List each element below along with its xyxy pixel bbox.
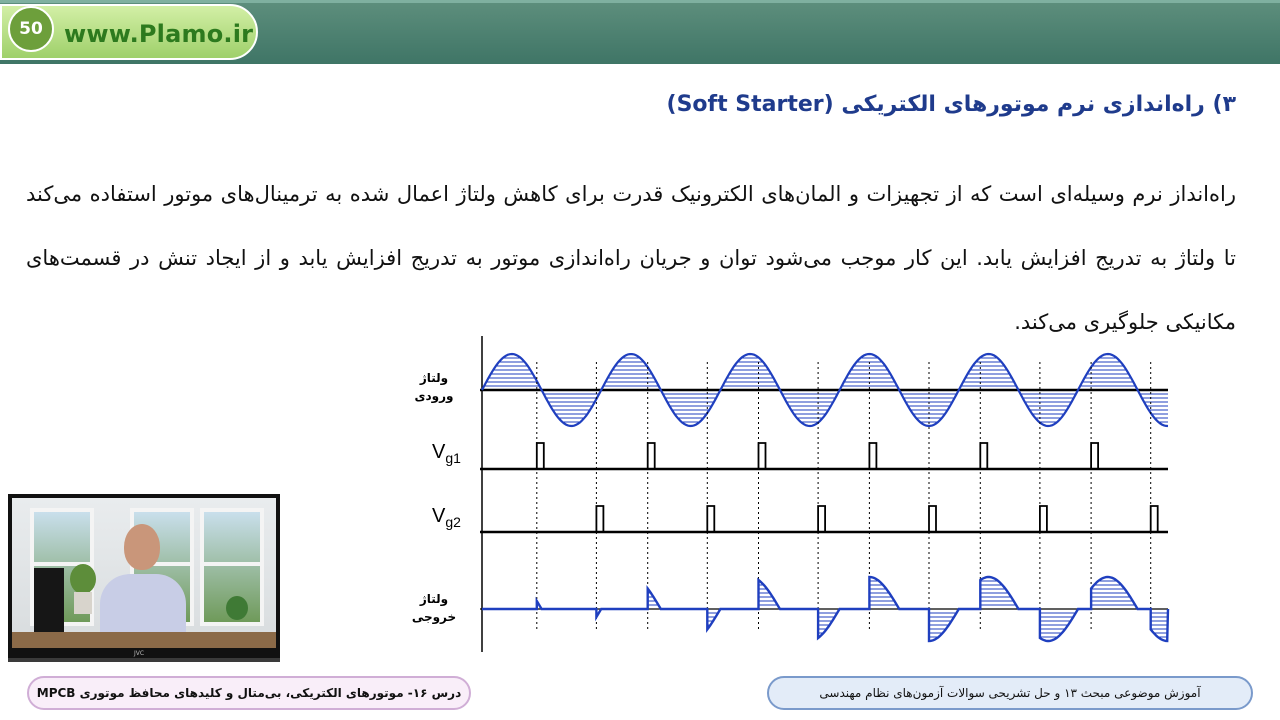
plant-right — [226, 596, 248, 620]
instructor-head — [124, 524, 160, 570]
instructor — [96, 524, 188, 648]
slide-paragraph: راه‌انداز نرم وسیله‌ای است که از تجهیزات و المان‌های الکترونیک قدرت برای کاهش ولتاژ اعمال شده به ترمینال‌های موتور استفاده می‌کند تا ولتاژ به تدریج افزایش یابد. این کار موجب می‌شود توان و جریان راه‌اندازی موتور به تدریج افزایش یابد و از ایجاد تنش در قسمت‌های مکانیکی جلوگیری می‌کند. — [26, 182, 1236, 334]
header-shine — [0, 0, 1280, 3]
output-voltage-label-2: خروجی — [411, 610, 457, 624]
lesson-pill: درس ۱۶- موتورهای الکتریکی، بی‌متال و کلیدهای محافظ موتوری MPCB — [27, 676, 471, 710]
vg2-label-sub: g2 — [445, 514, 461, 530]
window-bar — [204, 562, 260, 566]
desk — [12, 632, 276, 648]
course-pill: آموزش موضوعی مبحث ۱۳ و حل تشریحی سوالات آزمون‌های نظام مهندسی — [767, 676, 1253, 710]
plant-left — [70, 564, 96, 594]
vg1-label-main: V — [432, 441, 446, 463]
vg2-label-main: V — [432, 505, 446, 527]
output-voltage-label-1: ولتاژ — [419, 592, 449, 606]
input-voltage-label-2: ورودی — [414, 389, 454, 403]
vg1-label-sub: g1 — [445, 450, 461, 466]
plant-pot — [74, 592, 92, 614]
video-frame — [12, 498, 276, 648]
vg1-label — [432, 441, 461, 466]
vg2-pulse-train — [482, 506, 1168, 532]
brand-link[interactable]: www.Plamo.ir — [64, 20, 254, 48]
vg2-label — [432, 505, 461, 530]
vg1-pulse-train — [482, 443, 1168, 469]
page-number-badge: 50 — [8, 6, 54, 52]
soft-starter-waveform-diagram — [410, 332, 1180, 654]
slide-title: ۳) راه‌اندازی نرم موتورهای الکتریکی (Soft Starter) — [666, 92, 1236, 117]
camera-brand: JVC — [134, 650, 145, 657]
input-voltage-label-1: ولتاژ — [419, 371, 449, 385]
instructor-video[interactable] — [8, 494, 280, 662]
monitor-stand — [8, 658, 280, 662]
